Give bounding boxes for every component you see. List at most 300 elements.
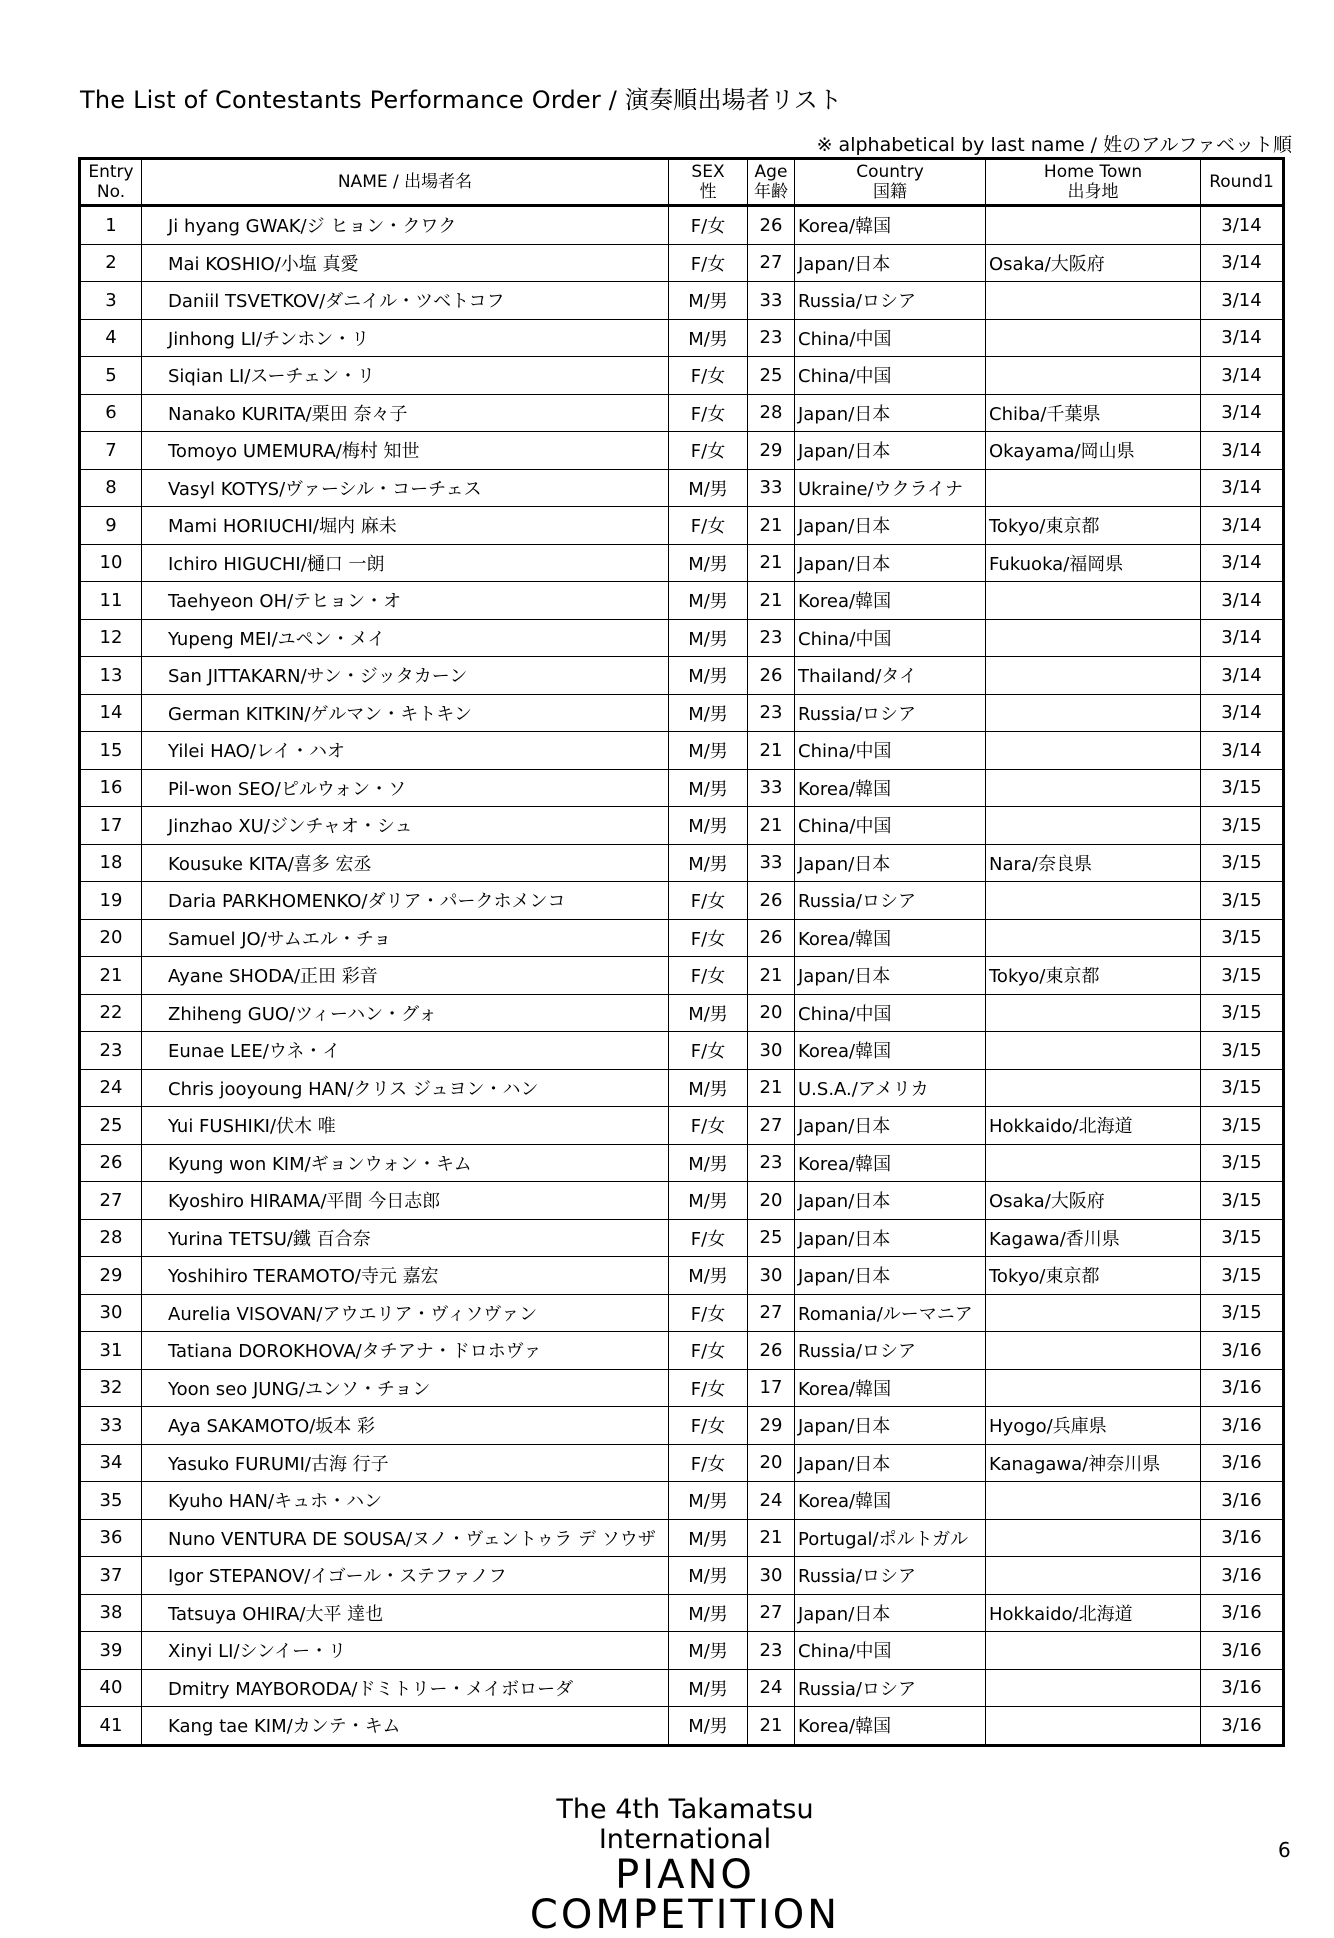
country-cell: China/中国 <box>795 994 986 1032</box>
entry-no-cell: 24 <box>80 1069 142 1107</box>
home-town-cell: Tokyo/東京都 <box>986 1257 1201 1295</box>
sex-cell: F/女 <box>669 1444 748 1482</box>
country-cell: Portugal/ポルトガル <box>795 1519 986 1557</box>
contestant-name-cell: Kang tae KIM/カンテ・キム <box>142 1707 669 1746</box>
country-cell: Russia/ロシア <box>795 1669 986 1707</box>
round1-date-cell: 3/15 <box>1201 1294 1284 1332</box>
round1-date-cell: 3/16 <box>1201 1407 1284 1445</box>
entry-no-cell: 22 <box>80 994 142 1032</box>
sex-cell: M/男 <box>669 994 748 1032</box>
entry-no-cell: 10 <box>80 544 142 582</box>
age-cell: 23 <box>748 1632 795 1670</box>
competition-logo <box>505 1794 865 1938</box>
sort-note: ※ alphabetical by last name / 姓のアルファベット順 <box>816 134 1292 156</box>
country-cell: Japan/日本 <box>795 957 986 995</box>
round1-date-cell: 3/14 <box>1201 432 1284 470</box>
contestant-name-cell: Kyoshiro HIRAMA/平間 今日志郎 <box>142 1182 669 1220</box>
country-cell: China/中国 <box>795 357 986 395</box>
sex-cell: M/男 <box>669 694 748 732</box>
country-cell: Korea/韓国 <box>795 919 986 957</box>
round1-date-cell: 3/16 <box>1201 1369 1284 1407</box>
sex-cell: M/男 <box>669 769 748 807</box>
contestant-name-cell: Pil-won SEO/ピルウォン・ソ <box>142 769 669 807</box>
round1-date-cell: 3/15 <box>1201 1219 1284 1257</box>
sex-cell: F/女 <box>669 394 748 432</box>
country-cell: China/中国 <box>795 807 986 845</box>
home-town-cell <box>986 1557 1201 1595</box>
country-cell: Korea/韓国 <box>795 206 986 245</box>
entry-no-cell: 16 <box>80 769 142 807</box>
home-town-cell <box>986 919 1201 957</box>
table-row <box>80 206 1284 245</box>
sex-cell: F/女 <box>669 919 748 957</box>
contestant-name-cell: Jinzhao XU/ジンチャオ・シュ <box>142 807 669 845</box>
contestant-name-cell: Ji hyang GWAK/ジ ヒョン・クワク <box>142 206 669 245</box>
sex-cell: M/男 <box>669 1632 748 1670</box>
round1-date-cell: 3/15 <box>1201 844 1284 882</box>
age-cell: 21 <box>748 957 795 995</box>
entry-no-cell: 30 <box>80 1294 142 1332</box>
home-town-cell: Osaka/大阪府 <box>986 1182 1201 1220</box>
entry-no-cell: 18 <box>80 844 142 882</box>
age-cell: 24 <box>748 1482 795 1520</box>
sex-cell: M/男 <box>669 582 748 620</box>
age-cell: 30 <box>748 1257 795 1295</box>
age-cell: 17 <box>748 1369 795 1407</box>
age-cell: 21 <box>748 732 795 770</box>
round1-date-cell: 3/15 <box>1201 1069 1284 1107</box>
country-cell: Japan/日本 <box>795 1407 986 1445</box>
table-row <box>80 1407 1284 1445</box>
table-row <box>80 919 1284 957</box>
sex-cell: F/女 <box>669 244 748 282</box>
home-town-cell: Hokkaido/北海道 <box>986 1594 1201 1632</box>
contestant-name-cell: Taehyeon OH/テヒョン・オ <box>142 582 669 620</box>
entry-no-cell: 21 <box>80 957 142 995</box>
country-cell: Russia/ロシア <box>795 1557 986 1595</box>
logo-line-2: PIANO COMPETITION <box>529 1852 841 1938</box>
age-cell: 20 <box>748 1182 795 1220</box>
age-cell: 29 <box>748 432 795 470</box>
table-row <box>80 732 1284 770</box>
entry-no-cell: 6 <box>80 394 142 432</box>
entry-no-cell: 11 <box>80 582 142 620</box>
country-cell: Japan/日本 <box>795 507 986 545</box>
table-row <box>80 1707 1284 1746</box>
round1-date-cell: 3/14 <box>1201 469 1284 507</box>
home-town-cell <box>986 1707 1201 1746</box>
round1-date-cell: 3/15 <box>1201 994 1284 1032</box>
page-title: The List of Contestants Performance Order / 演奏順出場者リスト <box>80 86 843 114</box>
home-town-cell <box>986 1332 1201 1370</box>
contestant-name-cell: Zhiheng GUO/ツィーハン・グォ <box>142 994 669 1032</box>
table-row <box>80 1669 1284 1707</box>
table-row <box>80 619 1284 657</box>
age-cell: 27 <box>748 1594 795 1632</box>
home-town-cell <box>986 732 1201 770</box>
entry-no-cell: 23 <box>80 1032 142 1070</box>
contestant-name-cell: Samuel JO/サムエル・チョ <box>142 919 669 957</box>
contestant-name-cell: Yasuko FURUMI/古海 行子 <box>142 1444 669 1482</box>
sex-cell: F/女 <box>669 1294 748 1332</box>
entry-no-cell: 37 <box>80 1557 142 1595</box>
round1-date-cell: 3/15 <box>1201 1107 1284 1145</box>
age-cell: 27 <box>748 1294 795 1332</box>
sex-cell: M/男 <box>669 1069 748 1107</box>
age-cell: 27 <box>748 1107 795 1145</box>
table-row <box>80 582 1284 620</box>
home-town-cell: Hokkaido/北海道 <box>986 1107 1201 1145</box>
age-cell: 26 <box>748 206 795 245</box>
sex-cell: F/女 <box>669 1219 748 1257</box>
contestant-name-cell: Yupeng MEI/ユペン・メイ <box>142 619 669 657</box>
sex-cell: F/女 <box>669 1107 748 1145</box>
sex-cell: M/男 <box>669 1707 748 1746</box>
age-cell: 33 <box>748 469 795 507</box>
sex-cell: M/男 <box>669 657 748 695</box>
contestant-name-cell: Vasyl KOTYS/ヴァーシル・コーチェス <box>142 469 669 507</box>
age-cell: 23 <box>748 619 795 657</box>
home-town-cell <box>986 1144 1201 1182</box>
country-cell: Russia/ロシア <box>795 882 986 920</box>
country-cell: Japan/日本 <box>795 244 986 282</box>
country-cell: Korea/韓国 <box>795 1482 986 1520</box>
country-cell: Thailand/タイ <box>795 657 986 695</box>
contestant-name-cell: Yui FUSHIKI/伏木 唯 <box>142 1107 669 1145</box>
age-cell: 30 <box>748 1557 795 1595</box>
round1-date-cell: 3/16 <box>1201 1594 1284 1632</box>
home-town-cell <box>986 319 1201 357</box>
logo-line-1: The 4th Takamatsu International <box>556 1794 814 1855</box>
table-row <box>80 544 1284 582</box>
sex-cell: M/男 <box>669 544 748 582</box>
table-row <box>80 657 1284 695</box>
country-cell: Russia/ロシア <box>795 1332 986 1370</box>
round1-date-cell: 3/16 <box>1201 1707 1284 1746</box>
entry-no-cell: 9 <box>80 507 142 545</box>
page-number: 6 <box>1278 1838 1291 1862</box>
age-cell: 25 <box>748 1219 795 1257</box>
round1-date-cell: 3/16 <box>1201 1632 1284 1670</box>
contestant-name-cell: Daria PARKHOMENKO/ダリア・パークホメンコ <box>142 882 669 920</box>
col-age-header: Age 年齢 <box>748 159 795 206</box>
round1-date-cell: 3/14 <box>1201 732 1284 770</box>
country-cell: Japan/日本 <box>795 394 986 432</box>
home-town-cell <box>986 1669 1201 1707</box>
country-cell: Russia/ロシア <box>795 282 986 320</box>
country-cell: Korea/韓国 <box>795 1707 986 1746</box>
age-cell: 33 <box>748 844 795 882</box>
table-row <box>80 1594 1284 1632</box>
entry-no-cell: 39 <box>80 1632 142 1670</box>
country-cell: Romania/ルーマニア <box>795 1294 986 1332</box>
home-town-cell <box>986 1069 1201 1107</box>
country-cell: China/中国 <box>795 319 986 357</box>
round1-date-cell: 3/14 <box>1201 507 1284 545</box>
country-cell: Japan/日本 <box>795 844 986 882</box>
age-cell: 33 <box>748 769 795 807</box>
entry-no-cell: 4 <box>80 319 142 357</box>
age-cell: 33 <box>748 282 795 320</box>
home-town-cell <box>986 1294 1201 1332</box>
age-cell: 21 <box>748 544 795 582</box>
home-town-cell: Osaka/大阪府 <box>986 244 1201 282</box>
entry-no-cell: 12 <box>80 619 142 657</box>
contestant-name-cell: Yurina TETSU/鐵 百合奈 <box>142 1219 669 1257</box>
table-row <box>80 1294 1284 1332</box>
round1-date-cell: 3/15 <box>1201 1144 1284 1182</box>
country-cell: China/中国 <box>795 619 986 657</box>
round1-date-cell: 3/14 <box>1201 282 1284 320</box>
entry-no-cell: 14 <box>80 694 142 732</box>
sex-cell: M/男 <box>669 1669 748 1707</box>
sex-cell: F/女 <box>669 882 748 920</box>
sex-cell: M/男 <box>669 1557 748 1595</box>
entry-no-cell: 27 <box>80 1182 142 1220</box>
country-cell: Korea/韓国 <box>795 769 986 807</box>
home-town-cell <box>986 469 1201 507</box>
table-row <box>80 694 1284 732</box>
contestant-name-cell: Yoon seo JUNG/ユンソ・チョン <box>142 1369 669 1407</box>
entry-no-cell: 26 <box>80 1144 142 1182</box>
table-row <box>80 1632 1284 1670</box>
country-cell: Ukraine/ウクライナ <box>795 469 986 507</box>
home-town-cell: Fukuoka/福岡県 <box>986 544 1201 582</box>
contestant-name-cell: Ichiro HIGUCHI/樋口 一朗 <box>142 544 669 582</box>
round1-date-cell: 3/16 <box>1201 1332 1284 1370</box>
contestant-name-cell: Aurelia VISOVAN/アウエリア・ヴィソヴァン <box>142 1294 669 1332</box>
contestant-name-cell: Tomoyo UMEMURA/梅村 知世 <box>142 432 669 470</box>
home-town-cell <box>986 1519 1201 1557</box>
contestant-name-cell: Ayane SHODA/正田 彩音 <box>142 957 669 995</box>
age-cell: 20 <box>748 1444 795 1482</box>
age-cell: 26 <box>748 919 795 957</box>
table-row <box>80 244 1284 282</box>
age-cell: 26 <box>748 882 795 920</box>
table-row <box>80 1444 1284 1482</box>
country-cell: Japan/日本 <box>795 544 986 582</box>
country-cell: Japan/日本 <box>795 1444 986 1482</box>
age-cell: 26 <box>748 1332 795 1370</box>
table-row <box>80 469 1284 507</box>
sex-cell: F/女 <box>669 206 748 245</box>
entry-no-cell: 28 <box>80 1219 142 1257</box>
country-cell: U.S.A./アメリカ <box>795 1069 986 1107</box>
table-row <box>80 807 1284 845</box>
table-row <box>80 357 1284 395</box>
entry-no-cell: 33 <box>80 1407 142 1445</box>
round1-date-cell: 3/16 <box>1201 1669 1284 1707</box>
contestant-name-cell: Mai KOSHIO/小塩 真愛 <box>142 244 669 282</box>
home-town-cell <box>986 994 1201 1032</box>
sex-cell: M/男 <box>669 732 748 770</box>
entry-no-cell: 17 <box>80 807 142 845</box>
country-cell: China/中国 <box>795 732 986 770</box>
entry-no-cell: 8 <box>80 469 142 507</box>
home-town-cell: Tokyo/東京都 <box>986 507 1201 545</box>
age-cell: 28 <box>748 394 795 432</box>
home-town-cell <box>986 1632 1201 1670</box>
home-town-cell: Okayama/岡山県 <box>986 432 1201 470</box>
home-town-cell: Chiba/千葉県 <box>986 394 1201 432</box>
contestant-name-cell: Jinhong LI/チンホン・リ <box>142 319 669 357</box>
age-cell: 21 <box>748 507 795 545</box>
contestant-name-cell: German KITKIN/ゲルマン・キトキン <box>142 694 669 732</box>
contestant-name-cell: Daniil TSVETKOV/ダニイル・ツベトコフ <box>142 282 669 320</box>
age-cell: 25 <box>748 357 795 395</box>
contestant-name-cell: Yoshihiro TERAMOTO/寺元 嘉宏 <box>142 1257 669 1295</box>
entry-no-cell: 19 <box>80 882 142 920</box>
contestant-name-cell: Aya SAKAMOTO/坂本 彩 <box>142 1407 669 1445</box>
entry-no-cell: 32 <box>80 1369 142 1407</box>
entry-no-cell: 3 <box>80 282 142 320</box>
table-row <box>80 1219 1284 1257</box>
sex-cell: M/男 <box>669 1257 748 1295</box>
age-cell: 29 <box>748 1407 795 1445</box>
sex-cell: F/女 <box>669 432 748 470</box>
home-town-cell: Kagawa/香川県 <box>986 1219 1201 1257</box>
col-name-header: NAME / 出場者名 <box>142 159 669 206</box>
contestant-name-cell: Mami HORIUCHI/堀内 麻未 <box>142 507 669 545</box>
sex-cell: M/男 <box>669 807 748 845</box>
table-row <box>80 507 1284 545</box>
table-row <box>80 1332 1284 1370</box>
round1-date-cell: 3/16 <box>1201 1519 1284 1557</box>
round1-date-cell: 3/15 <box>1201 1257 1284 1295</box>
home-town-cell <box>986 769 1201 807</box>
age-cell: 21 <box>748 1069 795 1107</box>
contestant-name-cell: Kyuho HAN/キュホ・ハン <box>142 1482 669 1520</box>
home-town-cell <box>986 1482 1201 1520</box>
country-cell: Korea/韓国 <box>795 1144 986 1182</box>
home-town-cell: Hyogo/兵庫県 <box>986 1407 1201 1445</box>
home-town-cell <box>986 882 1201 920</box>
age-cell: 21 <box>748 1707 795 1746</box>
sex-cell: F/女 <box>669 507 748 545</box>
entry-no-cell: 34 <box>80 1444 142 1482</box>
table-row <box>80 1257 1284 1295</box>
age-cell: 21 <box>748 807 795 845</box>
country-cell: Japan/日本 <box>795 1594 986 1632</box>
entry-no-cell: 29 <box>80 1257 142 1295</box>
home-town-cell: Nara/奈良県 <box>986 844 1201 882</box>
sex-cell: M/男 <box>669 1482 748 1520</box>
table-row <box>80 1369 1284 1407</box>
table-row <box>80 1182 1284 1220</box>
round1-date-cell: 3/14 <box>1201 657 1284 695</box>
age-cell: 27 <box>748 244 795 282</box>
table-row <box>80 1107 1284 1145</box>
age-cell: 23 <box>748 1144 795 1182</box>
home-town-cell <box>986 582 1201 620</box>
round1-date-cell: 3/14 <box>1201 544 1284 582</box>
contestant-name-cell: Dmitry MAYBORODA/ドミトリー・メイボローダ <box>142 1669 669 1707</box>
table-row <box>80 1069 1284 1107</box>
col-country-header: Country 国籍 <box>795 159 986 206</box>
round1-date-cell: 3/15 <box>1201 919 1284 957</box>
home-town-cell <box>986 619 1201 657</box>
contestant-name-cell: Tatsuya OHIRA/大平 達也 <box>142 1594 669 1632</box>
entry-no-cell: 7 <box>80 432 142 470</box>
country-cell: Japan/日本 <box>795 1219 986 1257</box>
round1-date-cell: 3/14 <box>1201 582 1284 620</box>
round1-date-cell: 3/15 <box>1201 807 1284 845</box>
table-header-row <box>80 159 1284 206</box>
round1-date-cell: 3/15 <box>1201 882 1284 920</box>
contestant-name-cell: Yilei HAO/レイ・ハオ <box>142 732 669 770</box>
round1-date-cell: 3/16 <box>1201 1444 1284 1482</box>
sex-cell: F/女 <box>669 1369 748 1407</box>
home-town-cell <box>986 206 1201 245</box>
country-cell: Japan/日本 <box>795 1257 986 1295</box>
entry-no-cell: 2 <box>80 244 142 282</box>
round1-date-cell: 3/14 <box>1201 394 1284 432</box>
contestant-name-cell: Kyung won KIM/ギョンウォン・キム <box>142 1144 669 1182</box>
table-row <box>80 282 1284 320</box>
country-cell: Japan/日本 <box>795 1182 986 1220</box>
entry-no-cell: 41 <box>80 1707 142 1746</box>
table-row <box>80 1032 1284 1070</box>
home-town-cell <box>986 694 1201 732</box>
round1-date-cell: 3/14 <box>1201 694 1284 732</box>
round1-date-cell: 3/14 <box>1201 319 1284 357</box>
sex-cell: F/女 <box>669 957 748 995</box>
entry-no-cell: 25 <box>80 1107 142 1145</box>
contestant-name-cell: Xinyi LI/シンイー・リ <box>142 1632 669 1670</box>
entry-no-cell: 38 <box>80 1594 142 1632</box>
table-row <box>80 319 1284 357</box>
sex-cell: F/女 <box>669 1407 748 1445</box>
age-cell: 26 <box>748 657 795 695</box>
contestant-name-cell: Eunae LEE/ウネ・イ <box>142 1032 669 1070</box>
entry-no-cell: 40 <box>80 1669 142 1707</box>
contestant-name-cell: Nanako KURITA/栗田 奈々子 <box>142 394 669 432</box>
round1-date-cell: 3/14 <box>1201 357 1284 395</box>
sex-cell: F/女 <box>669 1332 748 1370</box>
age-cell: 21 <box>748 1519 795 1557</box>
country-cell: Korea/韓国 <box>795 582 986 620</box>
country-cell: Korea/韓国 <box>795 1032 986 1070</box>
table-row <box>80 1519 1284 1557</box>
table-row <box>80 432 1284 470</box>
country-cell: Russia/ロシア <box>795 694 986 732</box>
table-row <box>80 1144 1284 1182</box>
sex-cell: M/男 <box>669 282 748 320</box>
round1-date-cell: 3/14 <box>1201 206 1284 245</box>
table-row <box>80 994 1284 1032</box>
country-cell: Japan/日本 <box>795 1107 986 1145</box>
sex-cell: M/男 <box>669 844 748 882</box>
table-row <box>80 1557 1284 1595</box>
entry-no-cell: 13 <box>80 657 142 695</box>
home-town-cell: Kanagawa/神奈川県 <box>986 1444 1201 1482</box>
contestant-name-cell: Nuno VENTURA DE SOUSA/ヌノ・ヴェントゥラ デ ソウザ <box>142 1519 669 1557</box>
round1-date-cell: 3/14 <box>1201 244 1284 282</box>
sex-cell: M/男 <box>669 319 748 357</box>
sex-cell: M/男 <box>669 1519 748 1557</box>
sex-cell: F/女 <box>669 357 748 395</box>
contestant-name-cell: Tatiana DOROKHOVA/タチアナ・ドロホヴァ <box>142 1332 669 1370</box>
sex-cell: F/女 <box>669 1032 748 1070</box>
entry-no-cell: 1 <box>80 206 142 245</box>
country-cell: China/中国 <box>795 1632 986 1670</box>
contestant-name-cell: Siqian LI/スーチェン・リ <box>142 357 669 395</box>
age-cell: 23 <box>748 694 795 732</box>
contestant-name-cell: San JITTAKARN/サン・ジッタカーン <box>142 657 669 695</box>
sex-cell: M/男 <box>669 1182 748 1220</box>
table-row <box>80 957 1284 995</box>
sex-cell: M/男 <box>669 469 748 507</box>
